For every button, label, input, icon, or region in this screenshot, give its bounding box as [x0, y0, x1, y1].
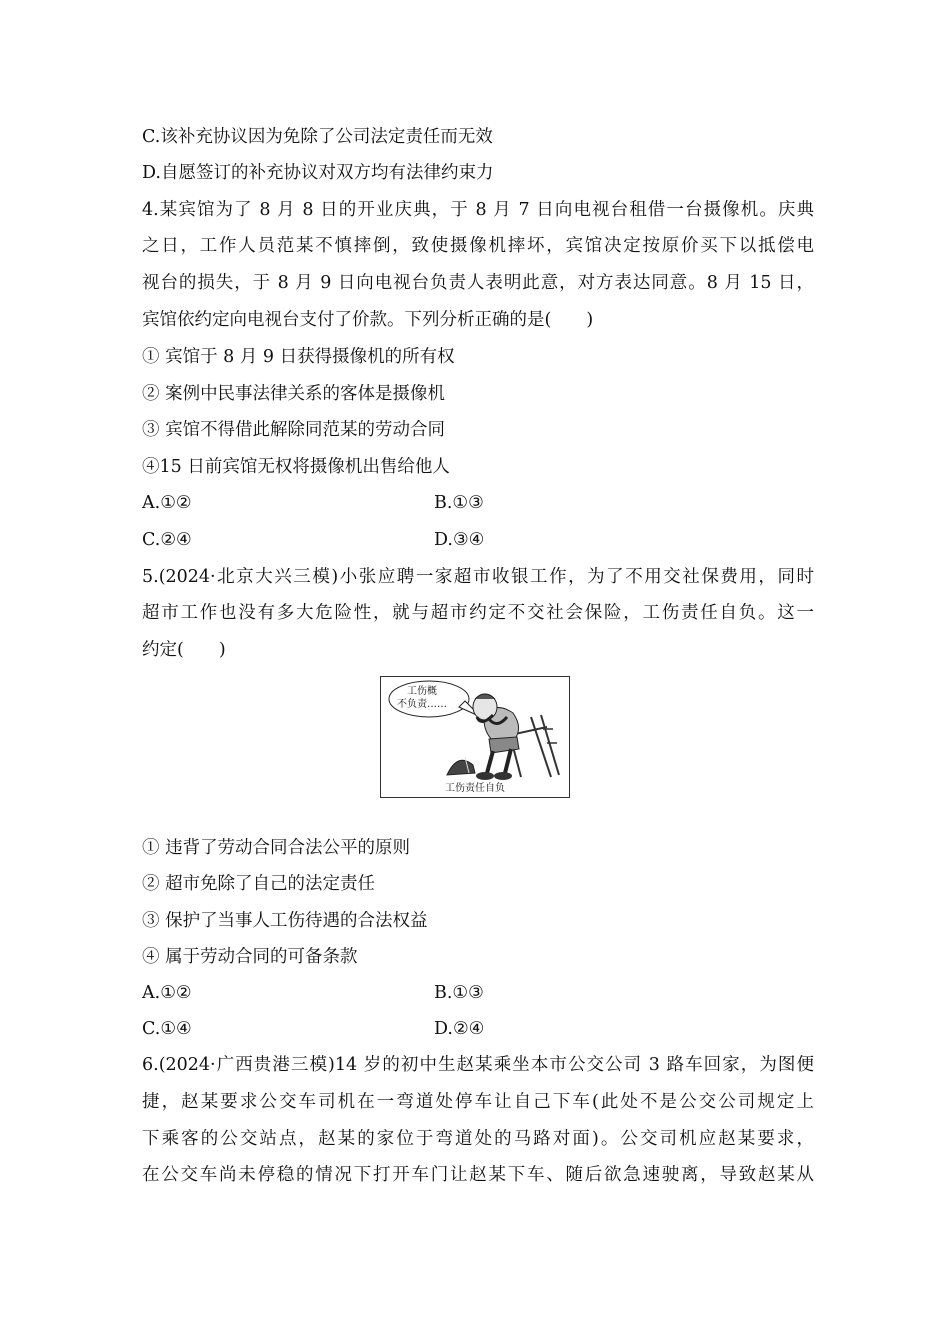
q3-option-d: D.自愿签订的补充协议对双方均有法律约束力	[142, 163, 494, 183]
illustration-caption: 工伤责任自负	[445, 783, 505, 794]
q3-option-c: C.该补充协议因为免除了公司法定责任而无效	[142, 127, 493, 147]
q4-item: ③ 宾馆不得借此解除同范某的劳动合同	[142, 420, 446, 440]
q4-choice-a: A.①②	[142, 493, 192, 513]
q4-stem-line: 之日，工作人员范某不慎摔倒，致使摄像机摔坏，宾馆决定按原价买下以抵偿电	[142, 236, 814, 256]
bubble-text-line1: 工伤概	[407, 686, 437, 697]
q4-choice-d: D.③④	[434, 530, 485, 550]
q6-stem-line: 下乘客的公交站点，赵某的家位于弯道处的马路对面)。公交司机应赵某要求，	[142, 1129, 814, 1149]
q6-stem-line: 6.(2024·广西贵港三模)14 岁的初中生赵某乘坐本市公交公司 3 路车回家，为图便	[142, 1055, 814, 1075]
q5-item: ④ 属于劳动合同的可备条款	[142, 947, 358, 967]
q5-stem-line: 超市工作也没有多大危险性，就与超市约定不交社会保险，工伤责任自负。这一	[142, 603, 814, 623]
q4-choice-c: C.②④	[142, 530, 192, 550]
q4-item: ② 案例中民事法律关系的客体是摄像机	[142, 384, 446, 404]
q5-illustration	[380, 676, 570, 798]
q6-stem-line: 捷，赵某要求公交车司机在一弯道处停车让自己下车(此处不是公交公司规定上	[142, 1092, 814, 1112]
q5-item: ② 超市免除了自己的法定责任	[142, 874, 376, 894]
q5-item: ③ 保护了当事人工伤待遇的合法权益	[142, 911, 428, 931]
q5-choice-d: D.②④	[434, 1019, 485, 1039]
q4-item: ① 宾馆于 8 月 9 日获得摄像机的所有权	[142, 347, 455, 367]
q5-stem-line: 5.(2024·北京大兴三模)小张应聘一家超市收银工作，为了不用交社保费用，同时	[142, 567, 814, 587]
q4-stem-line: 视台的损失，于 8 月 9 日向电视台负责人表明此意，对方表达同意。8 月 15 日，	[142, 273, 814, 293]
q5-item: ① 违背了劳动合同合法公平的原则	[142, 838, 411, 858]
q4-stem-line: 4.某宾馆为了 8 月 8 日的开业庆典，于 8 月 7 日向电视台租借一台摄像机。庆典	[142, 200, 814, 220]
q5-choice-b: B.①③	[434, 983, 484, 1003]
q4-choice-b: B.①③	[434, 493, 484, 513]
q5-choice-c: C.①④	[142, 1019, 192, 1039]
q5-stem-line: 约定( )	[142, 640, 226, 660]
q4-item: ④15 日前宾馆无权将摄像机出售给他人	[142, 457, 450, 477]
q5-choice-a: A.①②	[142, 983, 192, 1003]
q6-stem-line: 在公交车尚未停稳的情况下打开车门让赵某下车、随后欲急速驶离，导致赵某从	[142, 1165, 814, 1185]
q4-stem-line: 宾馆依约定向电视台支付了价款。下列分析正确的是( )	[142, 310, 594, 330]
bubble-text-line2: 不负责……	[397, 699, 447, 710]
